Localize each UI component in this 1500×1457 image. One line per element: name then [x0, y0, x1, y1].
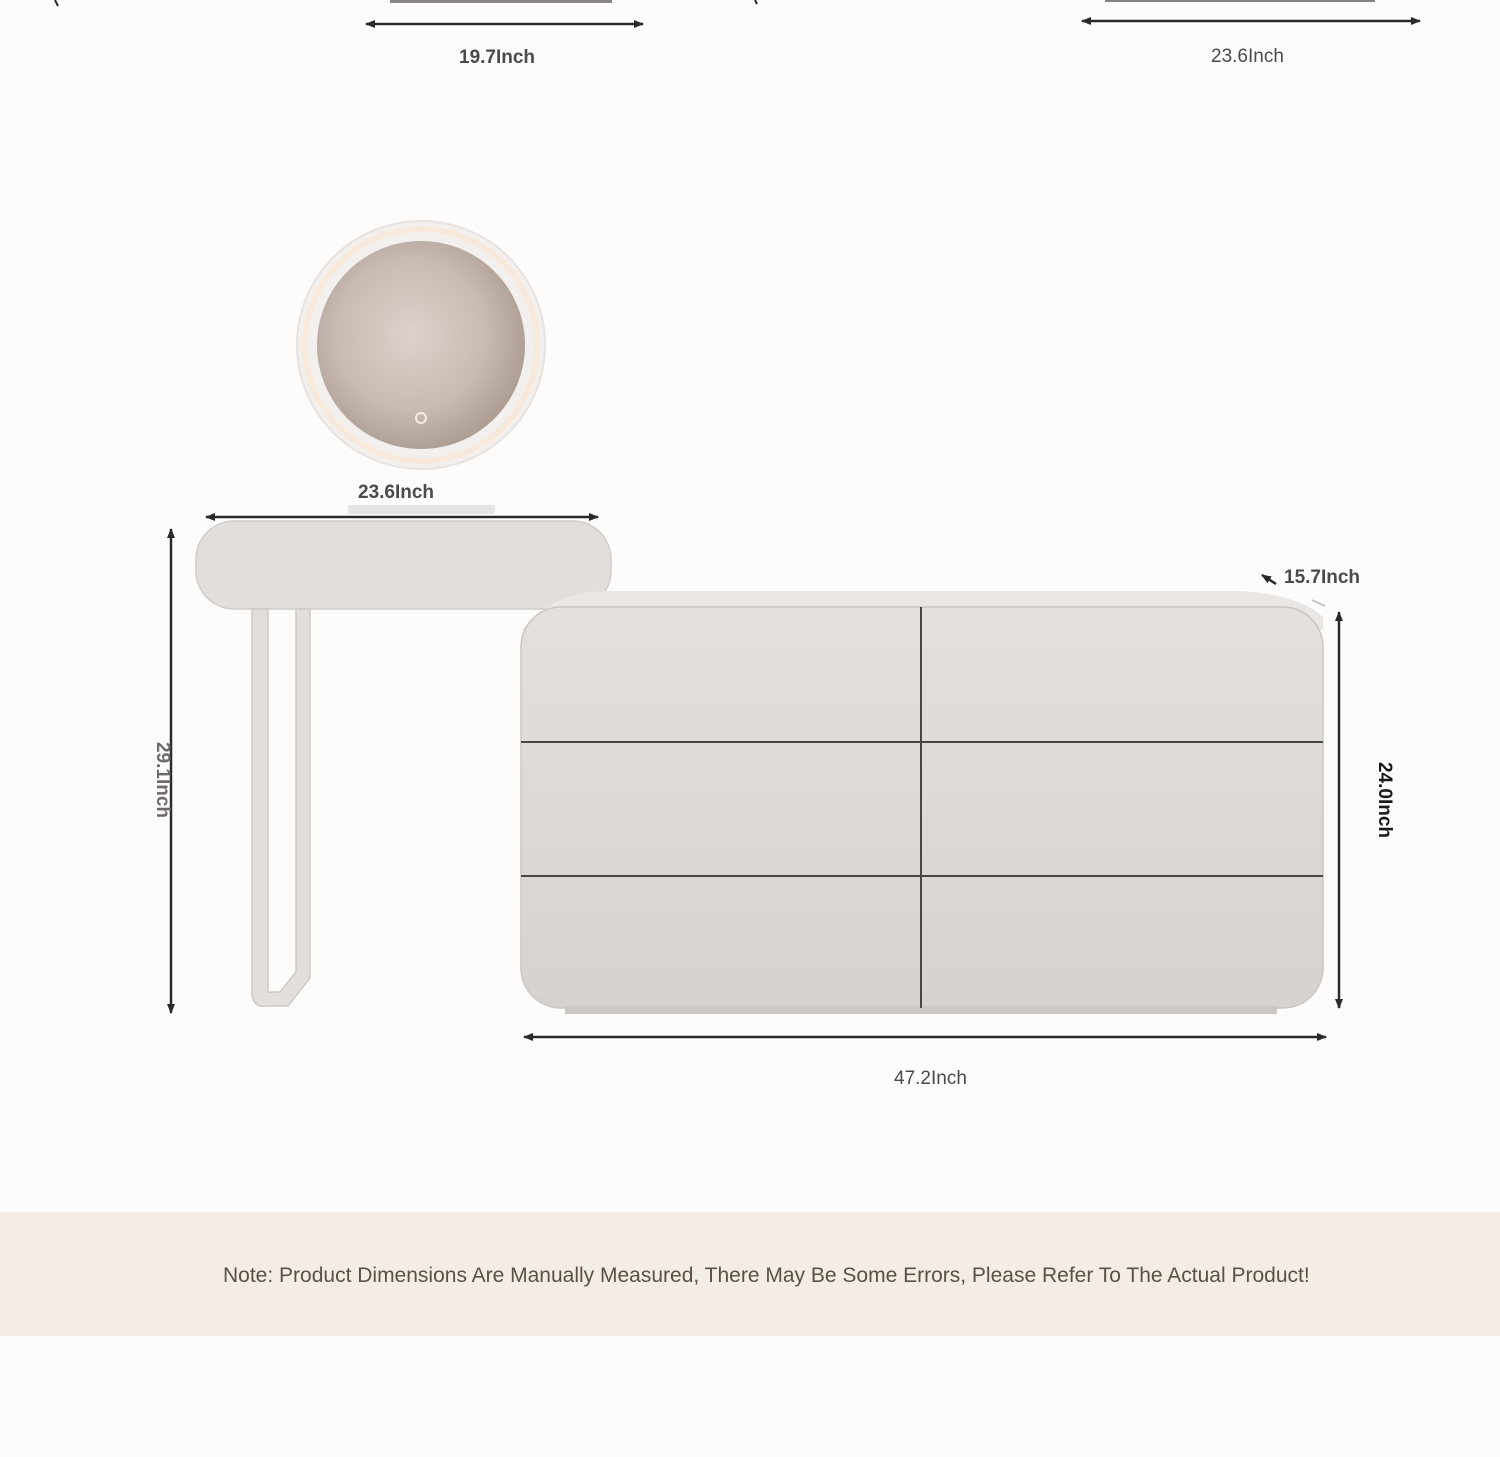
top-left-width-label: 19.7Inch	[459, 47, 536, 68]
vanity-table-top	[196, 521, 611, 609]
disclaimer-note: Note: Product Dimensions Are Manually Measured, There May Be Some Errors, Please Refer To The Actual Product!	[223, 1264, 1310, 1287]
top-right-product-base	[1105, 0, 1375, 2]
cabinet-depth-label: 15.7Inch	[1284, 567, 1361, 588]
cabinet-width-label: 47.2Inch	[894, 1068, 967, 1089]
cabinet-height-label: 24.0Inch	[1374, 761, 1396, 839]
round-mirror	[297, 221, 545, 469]
drawer-cabinet	[521, 591, 1323, 1014]
table-height-label: 29.1Inch	[152, 741, 174, 819]
mirror-base-plate	[348, 505, 495, 514]
top-left-product-base	[55, 0, 757, 6]
top-right-width-label: 23.6Inch	[1211, 46, 1284, 67]
cabinet-depth-line	[1262, 575, 1276, 584]
table-top-width-label: 23.6Inch	[358, 482, 435, 503]
cabinet-depth-line-end	[1312, 600, 1325, 606]
vanity-table-leg	[252, 609, 310, 1006]
